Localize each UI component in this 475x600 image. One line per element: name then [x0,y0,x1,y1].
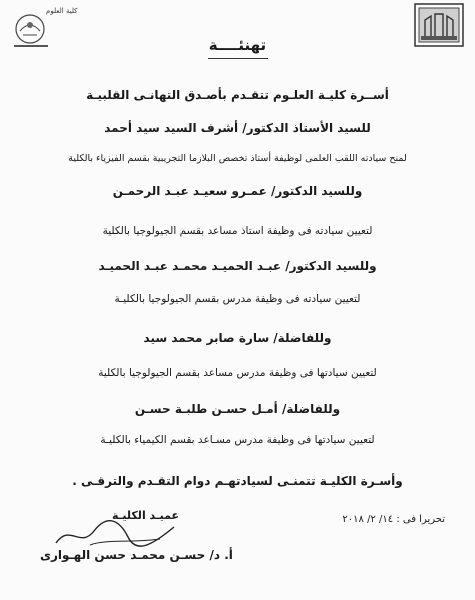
honoree-name: للسيد الأستاذ الدكتور/ أشرف السيد سيد أحمد [104,121,371,135]
honoree-description: لتعيين سيادته فى وظيفة استاذ مساعد بقسم الجيولوجيا بالكلية [102,225,373,237]
issue-date: تحريرا فى : ١٤/ ٢/ ٢٠١٨ [342,514,445,525]
svg-text:كلية العلوم: كلية العلوم [46,7,78,15]
signature-scribble [50,513,180,553]
honoree-name: وللفاضلة/ أمـل حسـن طلبـة حسـن [134,402,341,416]
honoree-description: لتعيين سيادته فى وظيفة مدرس بقسم الجيولوجيا بالكليـة [114,293,361,305]
honoree-description: لتعيين سيادتها فى وظيفة مدرس مسـاعد بقسم الكيمياء بالكليـة [100,434,375,446]
honoree-name: وللسيد الدكتور/ عمـرو سعيـد عبـد الرحمـن [112,184,363,198]
title-underline [208,58,268,59]
honoree-description: لمنح سيادته اللقب العلمى لوظيفة أستاذ تخصص البلازما التجريبية بقسم الفيزياء بالكلية [68,153,407,164]
closing-line: وأسـرة الكليـة تتمنـى لسيادتهـم دوام التقـدم والترقـى . [72,474,403,488]
dean-title: عميـد الكليـة [112,509,180,522]
page-title: تهنئــــة [208,36,267,54]
intro-line: أســرة كليـة العلـوم تتقـدم بأصـدق التهانـى القلبيـة [86,88,389,102]
honoree-name: وللفاضلة/ سارة صابر محمد سيد [143,331,332,345]
dean-name: أ. د/ حسـن محمـد حسن الهـوارى [40,548,233,562]
honoree-description: لتعيين سيادتها فى وظيفة مدرس مساعد بقسم الجيولوجيا بالكلية [98,367,377,379]
honoree-name: وللسيد الدكتور/ عبـد الحميـد محمـد عبـد الحميـد [98,259,377,273]
